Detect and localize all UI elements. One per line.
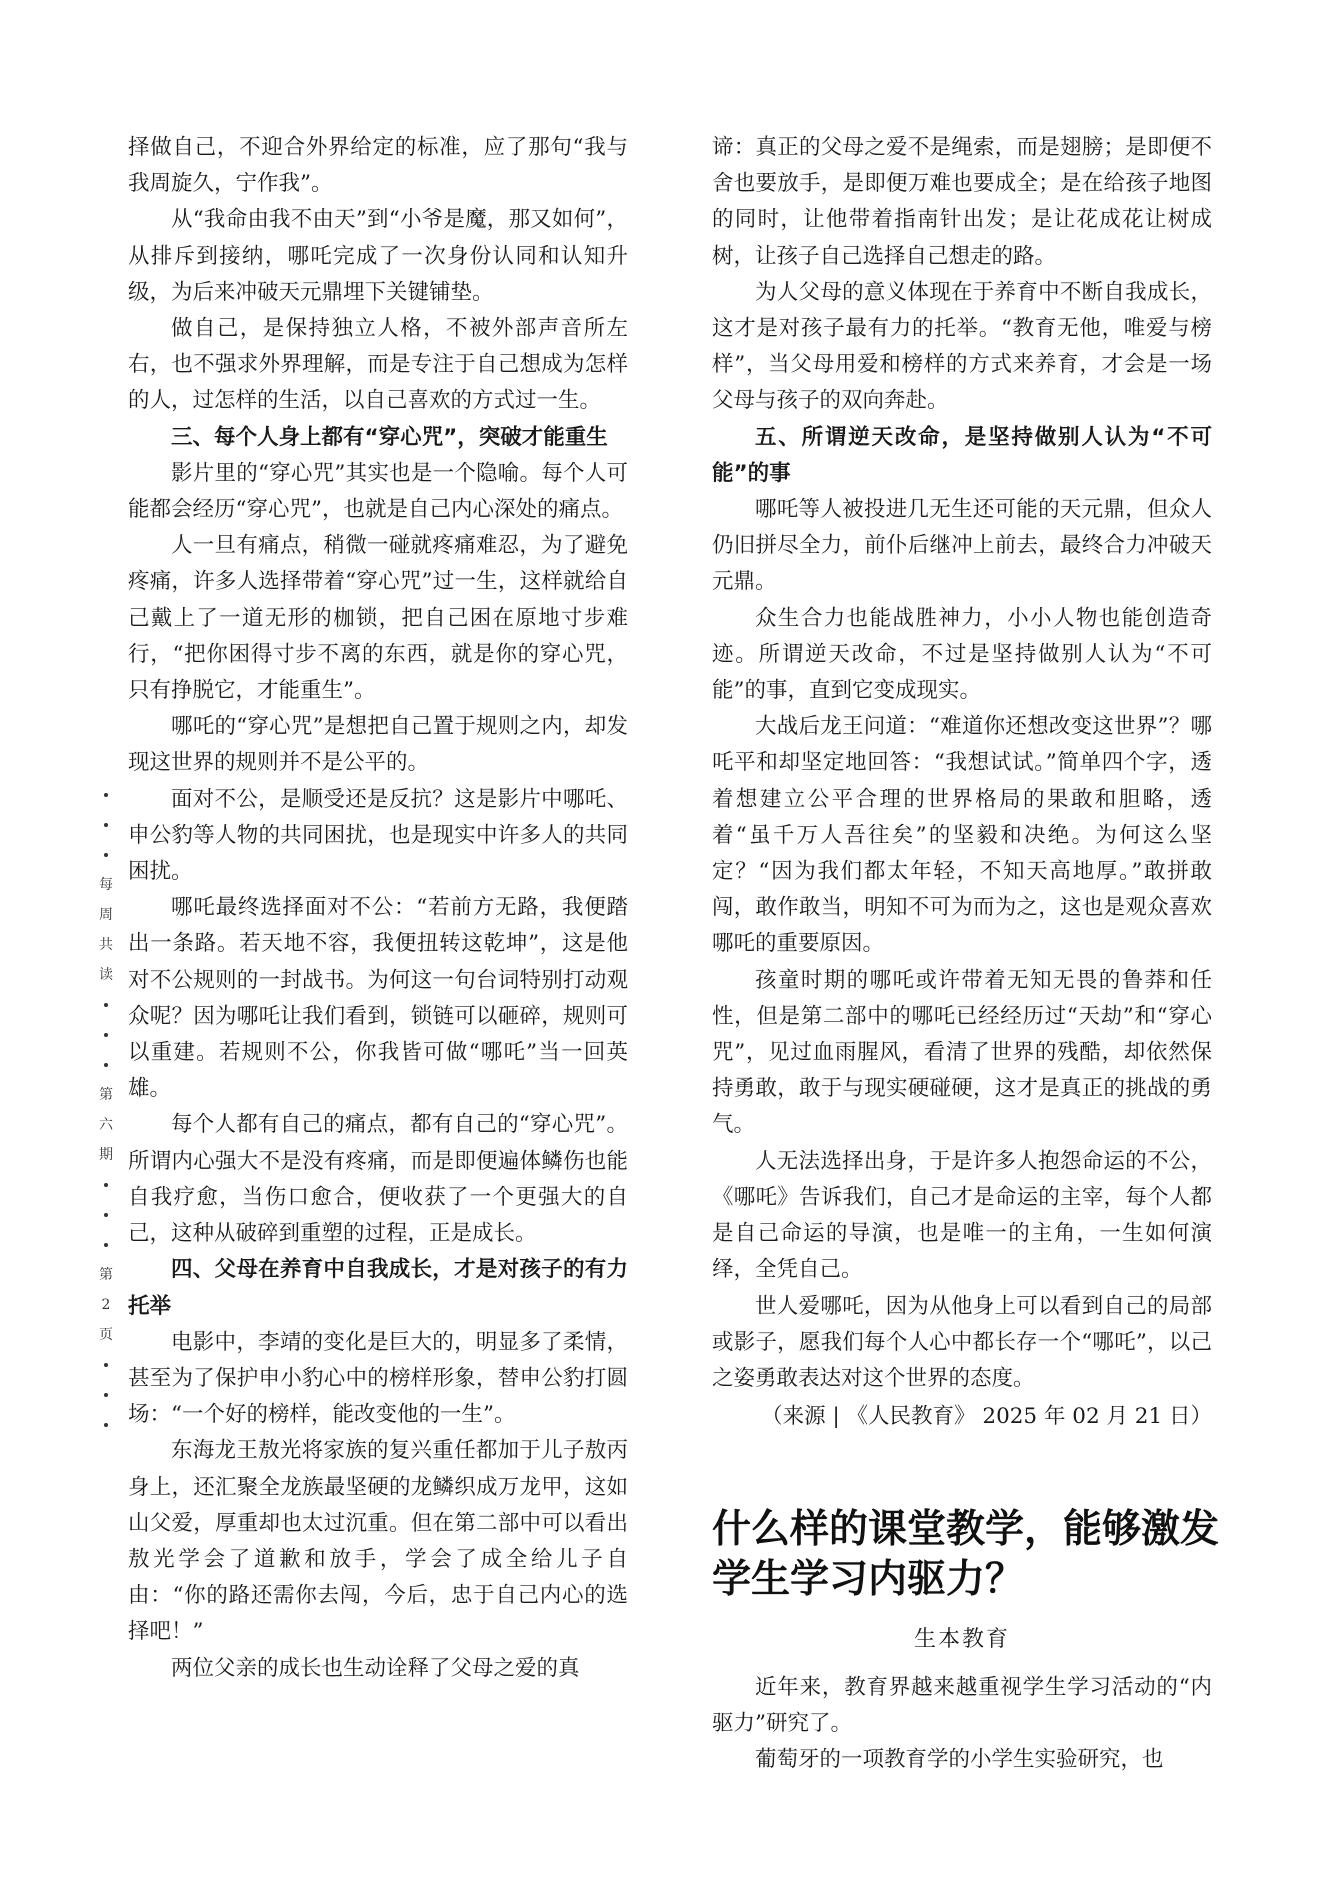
body-paragraph: 影片里的“穿心咒”其实也是一个隐喻。每个人可能都会经历“穿心咒”，也就是自己内心深处的痛点。 <box>128 460 628 523</box>
rail-char: 六 <box>99 1117 113 1133</box>
rail-char: 第 <box>99 1267 113 1283</box>
body-paragraph: 世人爱哪吒，因为从他身上可以看到自己的局部或影子，愿我们每个人心中都长存一个“哪吒”，以己之姿勇敢表达对这个世界的态度。 <box>712 1293 1212 1391</box>
rail-dot <box>96 1350 116 1380</box>
body-paragraph: 择做自己，不迎合外界给定的标准，应了那句“我与我周旋久，宁作我”。 <box>128 135 628 197</box>
body-paragraph: 孩童时期的哪吒或许带着无知无畏的鲁莽和任性，但是第二部中的哪吒已经经历过“天劫”和“穿心咒”，见过血雨腥风，看清了世界的残酷，却依然保持勇敢，敢于与现实硬碰硬，这才是真正的挑战的勇气。 <box>712 967 1212 1138</box>
rail-char: 读 <box>99 967 113 983</box>
body-paragraph: 哪吒最终选择面对不公：“若前方无路，我便踏出一条路。若天地不容，我便扭转这乾坤”，这是他对不公规则的一封战书。为何这一句台词特别打动观众呢？因为哪吒让我们看到，锁链可以砸碎，规则可以重建。若规则不公，你我皆可做“哪吒”当一回英雄。 <box>128 895 628 1102</box>
article2-byline: 生本教育 <box>913 1627 1010 1652</box>
article2-paragraph: 葡萄牙的一项教育学的小学生实验研究，也 <box>755 1747 1164 1773</box>
article2-paragraph: 近年来，教育界越来越重视学生学习活动的“内驱力”研究了。 <box>712 1675 1212 1737</box>
rail-dot <box>96 1020 116 1050</box>
rail-char: 每 <box>99 877 113 893</box>
body-paragraph: 为人父母的意义体现在于养育中不断自我成长，这才是对孩子最有力的托举。“教育无他，唯爱与榜样”，当父母用爱和榜样的方式来养育，才会是一场父母与孩子的双向奔赴。 <box>712 279 1212 414</box>
body-paragraph: 大战后龙王问道：“难道你还想改变这世界”？哪吒平和却坚定地回答：“我想试试。”简单四个字，透着想建立公平合理的世界格局的果敢和胆略，透着“虽千万人吾往矣”的坚毅和决绝。为何这么坚定？“因为我们都太年轻，不知天高地厚。”敢拼敢闯，敢作敢当，明知不可为而为之，这也是观众喜欢哪吒的重要原因。 <box>712 714 1212 957</box>
rail-char: 页 <box>99 1327 113 1343</box>
section-heading: 五、所谓逆天改命，是坚持做别人认为“不可能”的事 <box>712 424 1212 486</box>
section-heading: 四、父母在养育中自我成长，才是对孩子的有力托举 <box>128 1257 628 1319</box>
rail-char: 2 <box>101 1297 111 1313</box>
rail-dot <box>96 810 116 840</box>
right-column <box>712 130 1212 1435</box>
side-rail <box>96 780 116 1440</box>
body-paragraph: 电影中，李靖的变化是巨大的，明显多了柔情，甚至为了保护申小豹心中的榜样形象，替申公豹打圆场：“一个好的榜样，能改变他的一生”。 <box>128 1329 628 1428</box>
rail-char: 周 <box>99 907 113 923</box>
article2-body <box>712 1670 1212 1779</box>
body-paragraph: 两位父亲的成长也生动诠释了父母之爱的真 <box>171 1655 580 1681</box>
rail-dot <box>96 1170 116 1200</box>
rail-dot <box>96 1200 116 1230</box>
rail-dot <box>96 780 116 810</box>
body-paragraph: 众生合力也能战胜神力，小小人物也能创造奇迹。所谓逆天改命，不过是坚持做别人认为“不可能”的事，直到它变成现实。 <box>712 605 1212 704</box>
rail-dot <box>96 1230 116 1260</box>
article2-title: 什么样的课堂教学，能够激发学生学习内驱力？ <box>712 1507 1220 1602</box>
body-paragraph: 每个人都有自己的痛点，都有自己的“穿心咒”。所谓内心强大不是没有疼痛，而是即便遍体鳞伤也能自我疗愈，当伤口愈合，便收获了一个更强大的自己，这种从破碎到重塑的过程，正是成长。 <box>128 1112 628 1247</box>
body-paragraph: 人无法选择出身，于是许多人抱怨命运的不公，《哪吒》告诉我们，自己才是命运的主宰，每个人都是自己命运的导演，也是唯一的主角，一生如何演绎，全凭自己。 <box>712 1148 1212 1283</box>
rail-dot <box>96 1050 116 1080</box>
body-paragraph: 从“我命由我不由天”到“小爷是魔，那又如何”，从排斥到接纳，哪吒完成了一次身份认同和认知升级，为后来冲破天元鼎埋下关键铺垫。 <box>128 207 628 305</box>
body-paragraph: 人一旦有痛点，稍微一碰就疼痛难忍，为了避免疼痛，许多人选择带着“穿心咒”过一生，这样就给自己戴上了一道无形的枷锁，把自己困在原地寸步难行，“把你困得寸步不离的东西，就是你的穿心咒，只有挣脱它，才能重生”。 <box>128 533 628 704</box>
left-column <box>128 130 628 1687</box>
body-paragraph: 面对不公，是顺受还是反抗？这是影片中哪吒、申公豹等人物的共同困扰，也是现实中许多人的共同困扰。 <box>128 786 628 885</box>
rail-dot <box>96 1410 116 1440</box>
rail-char: 第 <box>99 1087 113 1103</box>
rail-dot <box>96 1380 116 1410</box>
rail-dot <box>96 990 116 1020</box>
body-paragraph: 做自己，是保持独立人格，不被外部声音所左右，也不强求外界理解，而是专注于自己想成为怎样的人，过怎样的生活，以自己喜欢的方式过一生。 <box>128 316 628 414</box>
rail-char: 期 <box>99 1147 113 1163</box>
rail-char: 共 <box>99 937 113 953</box>
body-paragraph: 谛：真正的父母之爱不是绳索，而是翅膀；是即便不舍也要放手，是即便万难也要成全；是在给孩子地图的同时，让他带着指南针出发；是让花成花让树成树，让孩子自己选择自己想走的路。 <box>712 135 1212 269</box>
rail-dot <box>96 840 116 870</box>
body-paragraph: 哪吒等人被投进几无生还可能的天元鼎，但众人仍旧拼尽全力，前仆后继冲上前去，最终合力冲破天元鼎。 <box>712 497 1212 595</box>
body-paragraph: 哪吒的“穿心咒”是想把自己置于规则之内，却发现这世界的规则并不是公平的。 <box>128 714 628 776</box>
source-note: （来源 | 《人民教育》 2025 年 02 月 21 日） <box>761 1404 1212 1430</box>
section-heading: 三、每个人身上都有“穿心咒”，突破才能重生 <box>171 424 608 450</box>
body-paragraph: 东海龙王敖光将家族的复兴重任都加于儿子敖丙身上，还汇聚全龙族最坚硬的龙鳞织成万龙甲，这如山父爱，厚重却也太过沉重。但在第二部中可以看出敖光学会了道歉和放手，学会了成全给儿子自由：“你的路还需你去闯，今后，忠于自己内心的选择吧！” <box>128 1438 628 1645</box>
